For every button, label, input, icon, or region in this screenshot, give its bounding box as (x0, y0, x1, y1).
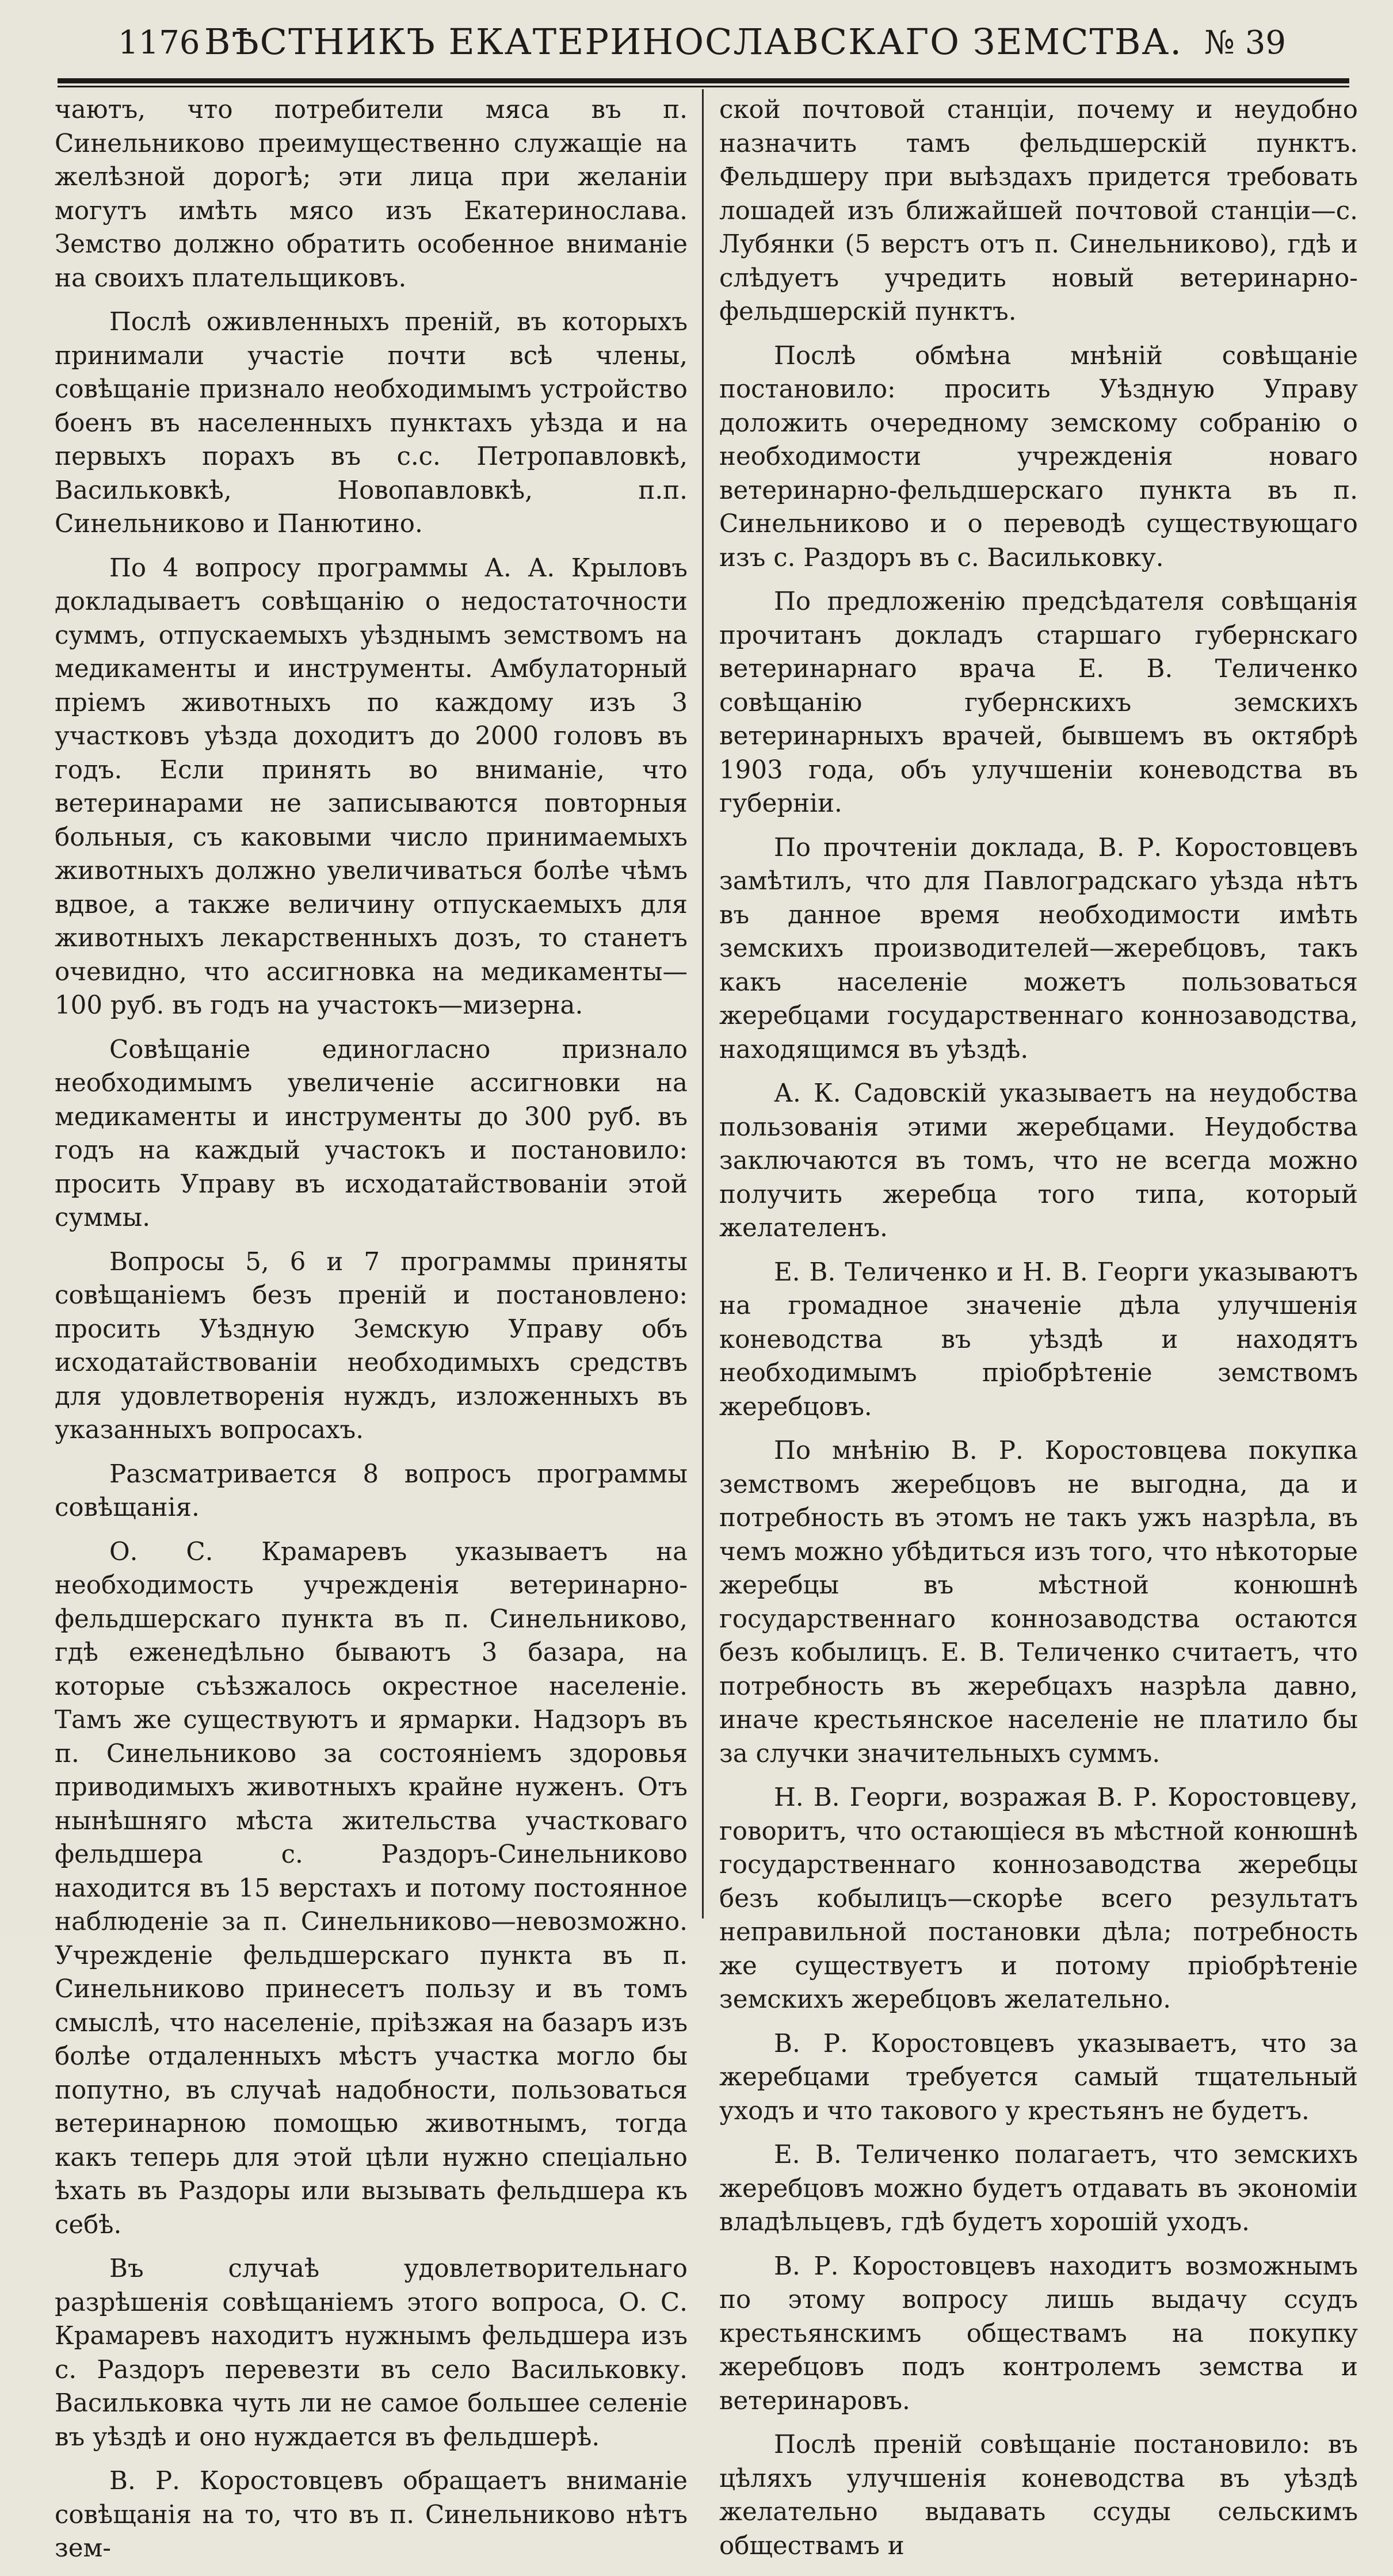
paragraph: По 4 вопросу программы А. А. Крыловъ докладываетъ совѣщанію о недостаточности суммъ, отпускаемыхъ уѣзднымъ земствомъ на медикаменты и инструменты. Амбулаторный пріемъ животныхъ по каждому изъ 3 участковъ уѣзда доходитъ до 2000 головъ въ годъ. Если принять во вниманіе, что ветеринарами не записываются повторныя больныя, съ каковыми число принимаемыхъ животныхъ должно увеличиваться болѣе чѣмъ вдвое, а также величину отпускаемыхъ для животныхъ лекарственныхъ дозъ, то станетъ очевидно, что ассигновка на медикаменты—100 руб. въ годъ на участокъ—мизерна. (55, 553, 688, 1020)
paragraph: По предложенію предсѣдателя совѣщанія прочитанъ докладъ старшаго губернскаго ветеринарнаго врача Е. В. Теличенко совѣщанію губернскихъ земскихъ ветеринарныхъ врачей, бывшемъ въ октябрѣ 1903 года, объ улучшеніи коневодства въ губерніи. (719, 587, 1358, 818)
paragraph: В. Р. Коростовцевъ указываетъ, что за жеребцами требуется самый тщательный уходъ и что такового у крестьянъ не будетъ. (719, 2029, 1358, 2126)
journal-title: ВѢСТНИКЪ ЕКАТЕРИНОСЛАВСКАГО ЗЕМСТВА. (204, 21, 1183, 63)
paragraph: Послѣ преній совѣщаніе постановило: въ цѣляхъ улучшенія коневодства въ уѣздѣ желательно выдавать ссуды сельскимъ обществамъ и (719, 2430, 1358, 2560)
paragraph: А. К. Садовскій указываетъ на неудобства пользованія этими жеребцами. Неудобства заключаются въ томъ, что не всегда можно получить жеребца того типа, который желателенъ. (719, 1079, 1358, 1243)
paragraph: Послѣ обмѣна мнѣній совѣщаніе постановило: просить Уѣздную Управу доложить очередному земскому собранію о необходимости учрежденія новаго ветеринарно-фельдшерскаго пункта въ п. Синельниково и о переводѣ существующаго изъ с. Раздоръ въ с. Васильковку. (719, 341, 1358, 572)
column-divider (702, 89, 704, 1918)
paragraph: В. Р. Коростовцевъ обращаетъ вниманіе совѣщанія на то, что въ п. Синельниково нѣтъ зем- (55, 2467, 688, 2563)
paragraph: Вопросы 5, 6 и 7 программы приняты совѣщаніемъ безъ преній и постановлено: просить Уѣздную Земскую Управу объ исходатайствованіи необходимыхъ средствъ для удовлетворенія нуждъ, изложенныхъ въ указанныхъ вопросахъ. (55, 1247, 688, 1444)
left-column (55, 93, 688, 2576)
page-number: 1176 (118, 24, 200, 62)
paragraph: Н. В. Георги, возражая В. Р. Коростовцеву, говоритъ, что остающіеся въ мѣстной конюшнѣ государственнаго коннозаводства жеребцы безъ кобылицъ—скорѣе всего результатъ неправильной постановки дѣла; потребность же существуетъ и потому пріобрѣтеніе земскихъ жеребцовъ желательно. (719, 1783, 1358, 2014)
paragraph: чаютъ, что потребители мяса въ п. Синельниково преимущественно служащіе на желѣзной дорогѣ; эти лица при желаніи могутъ имѣть мясо изъ Екатеринослава. Земство должно обратить особенное вниманіе на своихъ плательщиковъ. (55, 95, 688, 293)
paragraph: Разсматривается 8 вопросъ программы совѣщанія. (55, 1459, 688, 1522)
paragraph: ской почтовой станціи, почему и неудобно назначить тамъ фельдшерскій пунктъ. Фельдшеру при выѣздахъ придется требовать лошадей изъ ближайшей почтовой станціи—с. Лубянки (5 верстъ отъ п. Синельниково), гдѣ и слѣдуетъ учредить новый ветеринарно-фельдшерскій пунктъ. (719, 95, 1358, 326)
paragraph: Е. В. Теличенко и Н. В. Георги указываютъ на громадное значеніе дѣла улучшенія коневодства въ уѣздѣ и находятъ необходимымъ пріобрѣтеніе земствомъ жеребцовъ. (719, 1258, 1358, 1421)
issue-number: № 39 (1204, 24, 1286, 62)
paragraph: В. Р. Коростовцевъ находитъ возможнымъ по этому вопросу лишь выдачу ссудъ крестьянскимъ обществамъ на покупку жеребцовъ подъ контролемъ земства и ветеринаровъ. (719, 2252, 1358, 2416)
paragraph: Е. В. Теличенко полагаетъ, что земскихъ жеребцовъ можно будетъ отдавать въ экономіи владѣльцевъ, гдѣ будетъ хорошій уходъ. (719, 2141, 1358, 2237)
header-rule-thick (58, 78, 1349, 83)
paragraph: Въ случаѣ удовлетворительнаго разрѣшенія совѣщаніемъ этого вопроса, О. С. Крамаревъ находитъ нужнымъ фельдшера изъ с. Раздоръ перевезти въ село Васильковку. Васильковка чуть ли не самое большее селеніе въ уѣздѣ и оно нуждается въ фельдшерѣ. (55, 2254, 688, 2452)
paragraph: По мнѣнію В. Р. Коростовцева покупка земствомъ жеребцовъ не выгодна, да и потребность въ этомъ не такъ ужъ назрѣла, въ чемъ можно убѣдиться изъ того, что нѣкоторые жеребцы въ мѣстной конюшнѣ государственнаго коннозаводства остаются безъ кобылицъ. Е. В. Теличенко считаетъ, что потребность въ жеребцахъ назрѣла давно, иначе крестьянское населеніе не платило бы за случки значительныхъ суммъ. (719, 1436, 1358, 1768)
page-header (86, 17, 1300, 75)
paragraph: По прочтеніи доклада, В. Р. Коростовцевъ замѣтилъ, что для Павлоградскаго уѣзда нѣтъ въ данное время необходимости имѣть земскихъ производителей—жеребцовъ, такъ какъ населеніе можетъ пользоваться жеребцами государственнаго коннозаводства, находящимся въ уѣздѣ. (719, 833, 1358, 1064)
paragraph: Совѣщаніе единогласно признало необходимымъ увеличеніе ассигновки на медикаменты и инструменты до 300 руб. въ годъ на каждый участокъ и постановило: просить Управу въ исходатайствованіи этой суммы. (55, 1035, 688, 1232)
header-rule-thin (58, 86, 1349, 87)
paragraph: Послѣ оживленныхъ преній, въ которыхъ принимали участіе почти всѣ члены, совѣщаніе признало необходимымъ устройство боенъ въ населенныхъ пунктахъ уѣзда и на первыхъ порахъ въ с.с. Петропавловкѣ, Васильковкѣ, Новопавловкѣ, п.п. Синельниково и Панютино. (55, 308, 688, 538)
right-column (719, 93, 1358, 2573)
paragraph: О. С. Крамаревъ указываетъ на необходимость учрежденія ветеринарно-фельдшерскаго пункта въ п. Синельниково, гдѣ еженедѣльно бываютъ 3 базара, на которые съѣзжалось окрестное населеніе. Тамъ же существуютъ и ярмарки. Надзоръ въ п. Синельниково за состояніемъ здоровья приводимыхъ животныхъ крайне нуженъ. Отъ нынѣшняго мѣста жительства участковаго фельдшера с. Раздоръ-Синельниково находится въ 15 верстахъ и потому постоянное наблюденіе за п. Синельниково—невозможно. Учрежденіе фельдшерскаго пункта въ п. Синельниково принесетъ пользу и въ томъ смыслѣ, что населеніе, пріѣзжая на базаръ изъ болѣе отдаленныхъ мѣстъ участка могло бы попутно, въ случаѣ надобности, пользоваться ветеринарною помощью животнымъ, тогда какъ теперь для этой цѣли нужно спеціально ѣхать въ Раздоры или вызывать фельдшера къ себѣ. (55, 1537, 688, 2239)
